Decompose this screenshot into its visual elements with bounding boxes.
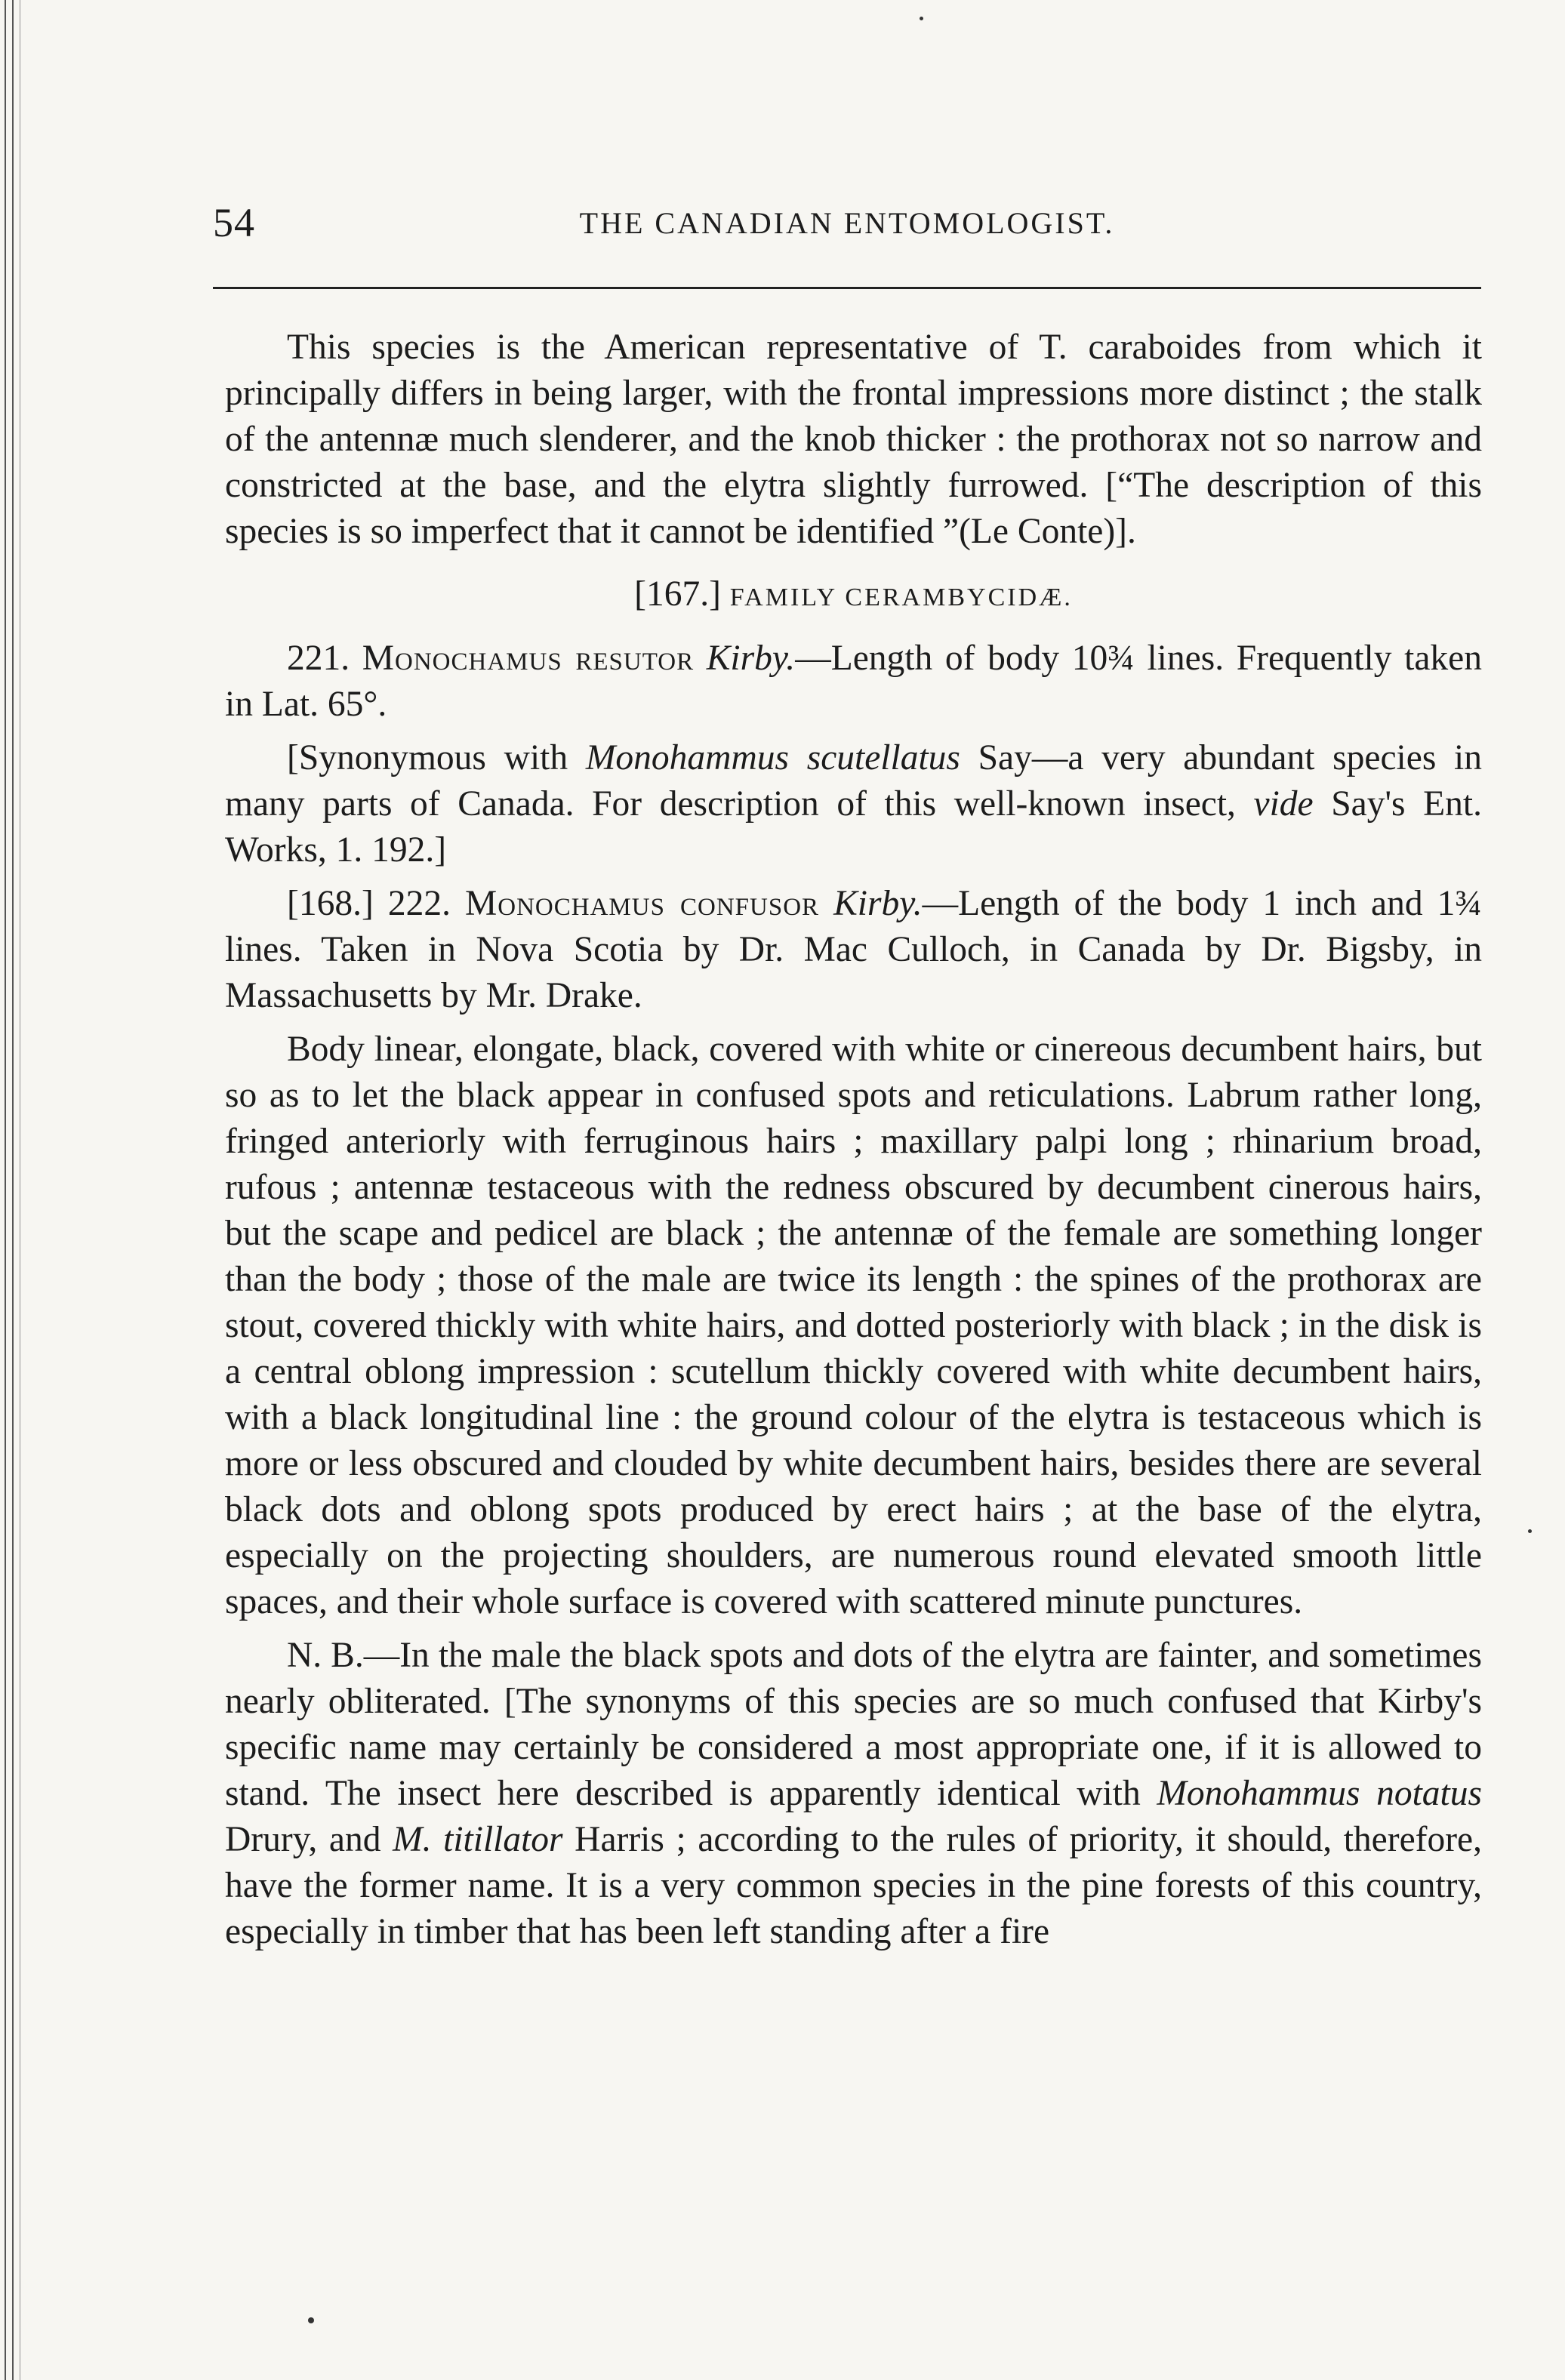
species-221: 221. Monochamus resutor Kirby.—Length of body 10¾ lines. Frequently taken in Lat. 65°. (225, 639, 1483, 724)
print-speck (920, 17, 923, 20)
running-title: THE CANADIAN ENTOMOLOGIST. (579, 206, 1115, 240)
species-name: Monochamus resutor (362, 639, 695, 678)
species-author: Kirby. (706, 639, 796, 678)
family-heading-name: FAMILY CERAMBYCIDÆ. (729, 583, 1073, 611)
family-heading (225, 571, 1482, 620)
page-number: 54 (213, 200, 255, 245)
species-222: [168.] 222. Monochamus confusor Kirby.—Length of the body 1 inch and 1¾ lines. Taken in Nova Scotia by Dr. Mac Culloch, in Canada by Dr. Bigsby, in Massachusetts by Mr. Drake. (225, 884, 1483, 1015)
paragraph-description: Body linear, elongate, black, covered with white or cinereous decumbent hairs, but so as to let the black appear in confused spots and reticulations. Labrum rather long, fringed anteriorly with ferruginous hairs ; maxillary palpi long ; rhinarium broad, rufous ; antennæ testaceous with the redness obscured by decumbent cinerous hairs, but the scape and pedicel are black ; the antennæ of the female are something longer than the body ; those of the male are twice its length : the spines of the prothorax are stout, covered thickly with white hairs, and dotted posteriorly with black ; in the disk is a central oblong impression : scutellum thickly covered with white decumbent hairs, with a black longitudinal line : the ground colour of the elytra is testaceous which is more or less obscured and clouded by white decumbent hairs, besides there are several black dots and oblong spots produced by erect hairs ; at the base of the elytra, especially on the projecting shoulders, are numerous round elevated smooth little spaces, and their whole surface is covered with scattered minute punctures. (225, 1030, 1482, 1621)
print-speck (1528, 1529, 1532, 1533)
species-author: Kirby. (833, 884, 923, 923)
paragraph-synonymous: [Synonymous with Monohammus scutellatus Say—a very abundant species in many parts of Canada. For description of this well-known insect, vide Say's Ent. Works, 1. 192.] (225, 738, 1482, 870)
binding-edge-line (5, 0, 6, 2380)
paragraph-nb: N. B.—In the male the black spots and dots of the elytra are fainter, and sometimes nearly obliterated. [The synonyms of this species are so much confused that Kirby's specific name may certainly be considered a most appropriate one, if it is allowed to stand. The insect here described is apparently identical with Monohammus notatus Drury, and M. titillator Harris ; according to the rules of priority, it should, therefore, have the former name. It is a very common species in the pine forests of this country, especially in timber that has been left standing after a fire (225, 1636, 1483, 1951)
taxon-name: Monohammus scutellatus (585, 738, 960, 777)
print-speck (308, 2317, 314, 2323)
binding-edge-line (12, 0, 14, 2380)
header-rule (213, 287, 1481, 289)
paragraph-1: This species is the American representative of T. caraboides from which it principally differs in being larger, with the frontal impressions more distinct ; the stalk of the antennæ much slenderer, and the knob thicker : the prothorax not so narrow and constricted at the base, and the elytra slightly furrowed. [“The description of this species is so imperfect that it cannot be identified ”(Le Conte)]. (225, 328, 1482, 551)
page-body (225, 325, 1482, 1963)
species-name: Monochamus confusor (465, 884, 820, 923)
taxon-name: M. titillator (393, 1820, 563, 1859)
family-heading-number: [167.] (634, 574, 721, 614)
taxon-name: Monohammus notatus (1157, 1774, 1482, 1813)
page-header (213, 199, 1481, 267)
